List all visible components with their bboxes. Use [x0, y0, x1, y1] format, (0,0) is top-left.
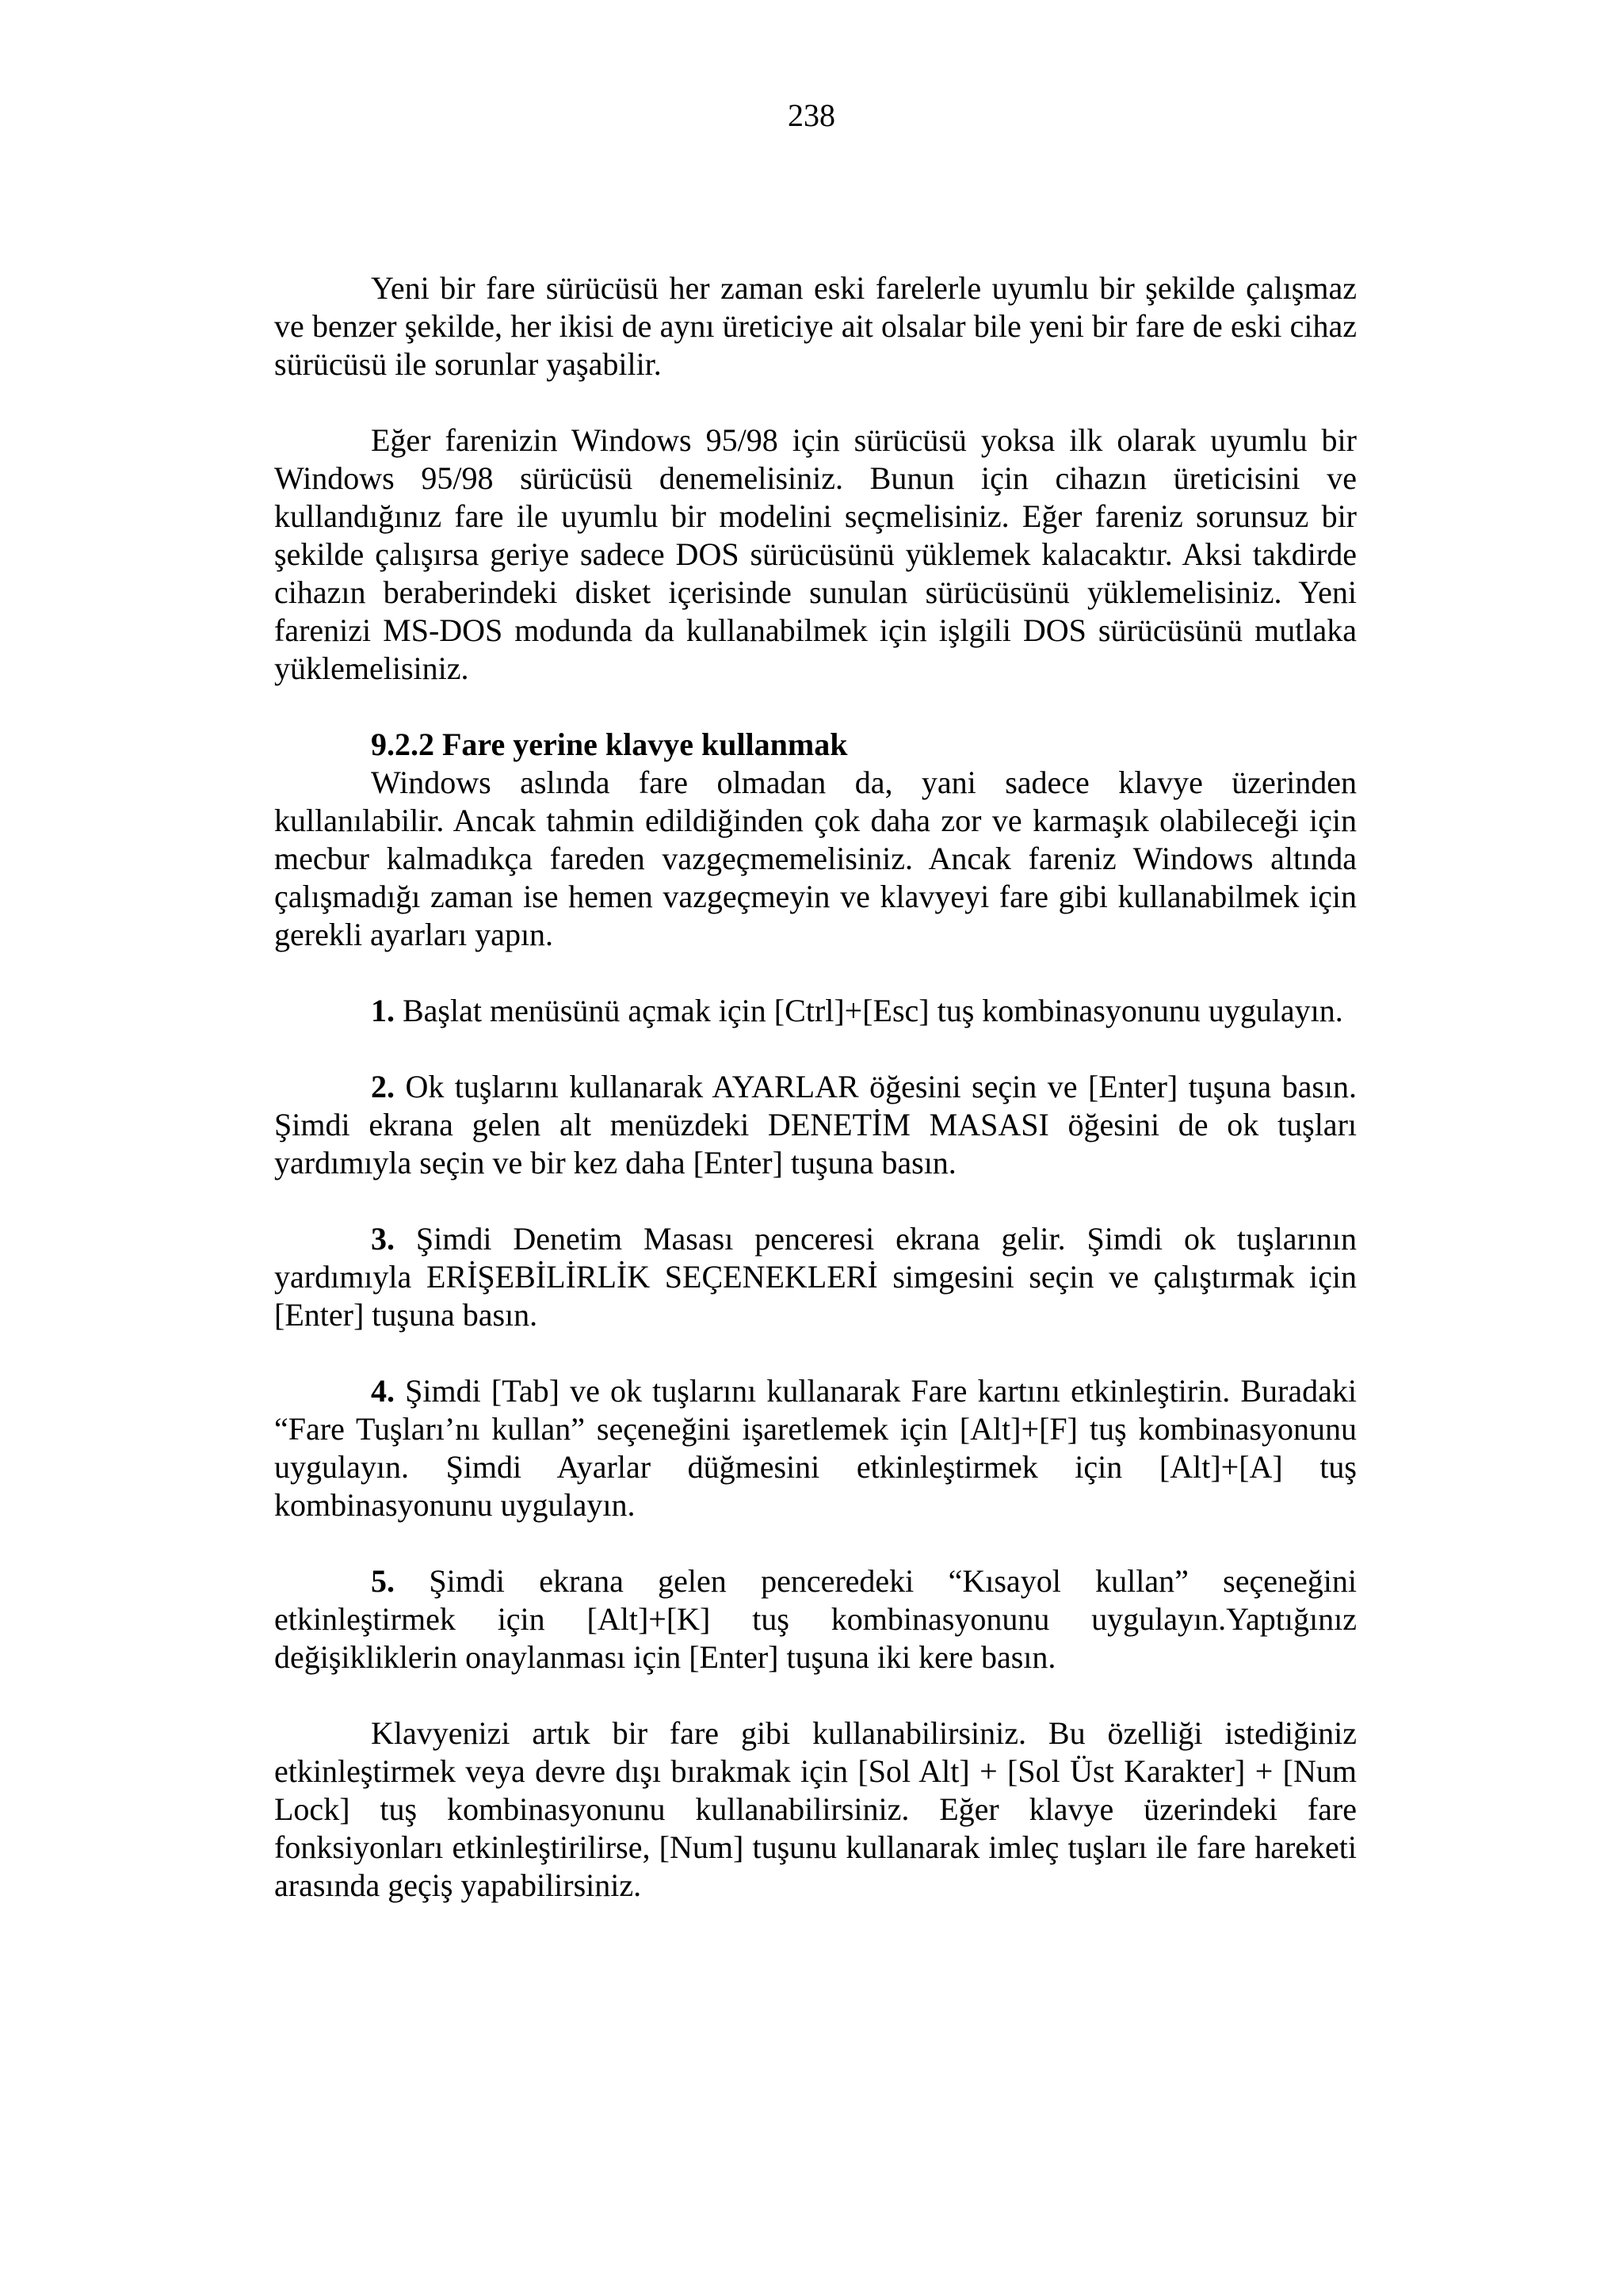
- step-number: 3.: [371, 1221, 395, 1257]
- step-1: [274, 992, 1357, 1030]
- step-2: [274, 1068, 1357, 1182]
- step-text: Şimdi [Tab] ve ok tuşlarını kullanarak Fare kartını etkinleştirin. Buradaki “Fare Tuşları’nı kullan” seçeneğini işaretlemek için [Alt]+[F] tuş kombinasyonunu uygulayın. Şimdi Ayarlar düğmesini etkinleştirmek için [Alt]+[A] tuş kombinasyonunu uygulayın.: [274, 1373, 1357, 1523]
- step-text: Şimdi Denetim Masası penceresi ekrana gelir. Şimdi ok tuşlarının yardımıyla ERİŞEBİLİRLİK SEÇENEKLERİ simgesini seçin ve çalıştırmak için [Enter] tuşuna basın.: [274, 1221, 1357, 1333]
- step-number: 2.: [371, 1069, 395, 1104]
- step-number: 1.: [371, 993, 395, 1028]
- step-number: 5.: [371, 1563, 395, 1599]
- step-number: 4.: [371, 1373, 395, 1409]
- step-3: [274, 1220, 1357, 1334]
- paragraph-driver-compatibility: Yeni bir fare sürücüsü her zaman eski farelerle uyumlu bir şekilde çalışmaz ve benzer şekilde, her ikisi de aynı üreticiye ait olsalar bile yeni bir fare de eski cihaz sürücüsü ile sorunlar yaşabilir.: [274, 270, 1357, 382]
- step-5: [274, 1562, 1357, 1676]
- step-text: Ok tuşlarını kullanarak AYARLAR öğesini seçin ve [Enter] tuşuna basın. Şimdi ekrana gelen alt menüzdeki DENETİM MASASI öğesini de ok tuşları yardımıyla seçin ve bir kez daha [Enter] tuşuna basın.: [274, 1069, 1358, 1180]
- paragraph-closing: Klavyenizi artık bir fare gibi kullanabilirsiniz. Bu özelliği istediğiniz etkinleştirmek veya devre dışı bırakmak için [Sol Alt] + [Sol Üst Karakter] + [Num Lock] tuş kombinasyonunu kullanabilirsiniz. Eğer klavye üzerindeki fare fonksiyonları etkinleştirilirse, [Num] tuşunu kullanarak imleç tuşları ile fare hareketi arasında geçiş yapabilirsiniz.: [274, 1715, 1357, 1903]
- page-number: 238: [788, 97, 835, 133]
- step-4: [274, 1372, 1357, 1524]
- paragraph-windows-driver: Eğer farenizin Windows 95/98 için sürücüsü yoksa ilk olarak uyumlu bir Windows 95/98 sürücüsü denemelisiniz. Bunun için cihazın üreticisini ve kullandığınız fare ile uyumlu bir modelini seçmelisiniz. Eğer fareniz sorunsuz bir şekilde çalışırsa geriye sadece DOS sürücüsünü yüklemek kalacaktır. Aksi takdirde cihazın beraberindeki disket içerisinde sunulan sürücüsünü yüklemelisiniz. Yeni farenizi MS-DOS modunda da kullanabilmek için işlgili DOS sürücüsünü mutlaka yüklemelisiniz.: [274, 422, 1357, 686]
- step-text: Başlat menüsünü açmak için [Ctrl]+[Esc] tuş kombinasyonunu uygulayın.: [403, 993, 1343, 1028]
- section-heading: 9.2.2 Fare yerine klavye kullanmak: [371, 727, 848, 762]
- step-text: Şimdi ekrana gelen penceredeki “Kısayol kullan” seçeneğini etkinleştirmek için [Alt]+[K] tuş kombinasyonunu uygulayın.Yaptığınız değişikliklerin onaylanması için [Enter] tuşuna iki kere basın.: [274, 1563, 1357, 1675]
- body-text: [274, 269, 1357, 1905]
- paragraph-section-intro: Windows aslında fare olmadan da, yani sadece klavye üzerinden kullanılabilir. Ancak tahmin edildiğinden çok daha zor ve karmaşık olabileceği için mecbur kalmadıkça fareden vazgeçmemelisiniz. Ancak fareniz Windows altında çalışmadığı zaman ise hemen vazgeçmeyin ve klavyeyi fare gibi kullanabilmek için gerekli ayarları yapın.: [274, 765, 1357, 952]
